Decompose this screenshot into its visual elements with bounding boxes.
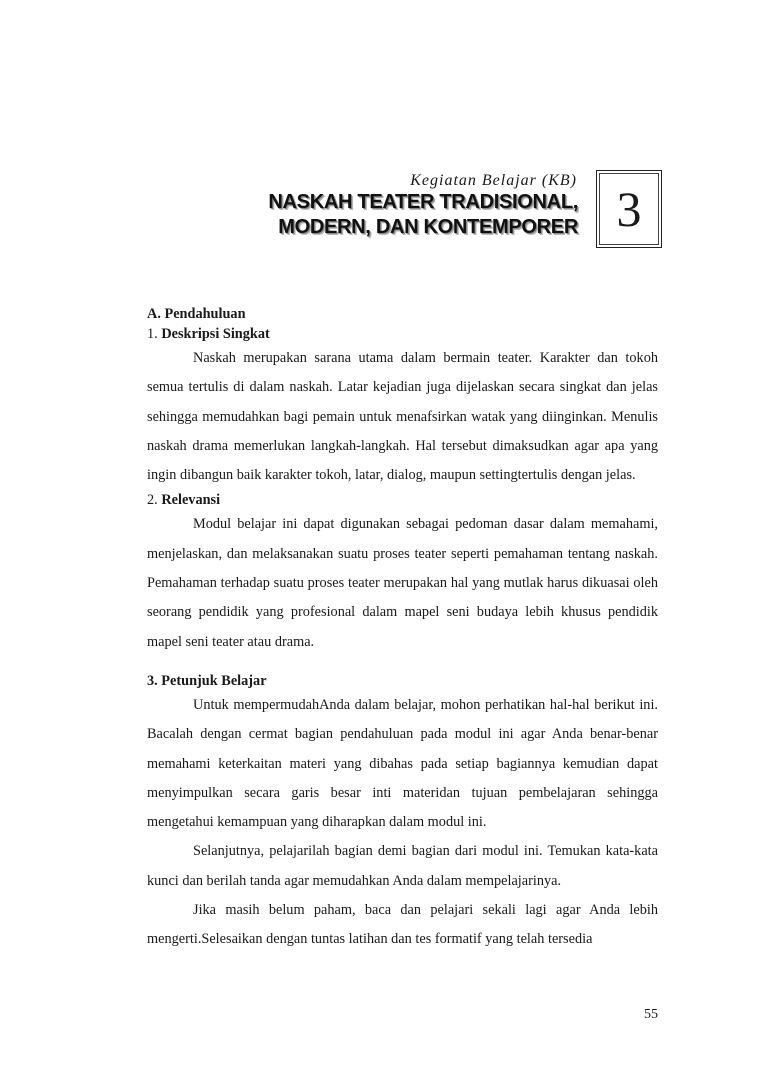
subheading-deskripsi-singkat [147,324,658,344]
paragraph-petunjuk-1: Untuk mempermudahAnda dalam belajar, mohon perhatikan hal-hal berikut ini. Bacalah dengan cermat bagian pendahuluan pada modul ini agar Anda benar-benar memahami keterkaitan materi yang dibahas pada setiap bagiannya kemudian dapat menyimpulkan secara garis besar inti materidan tujuan pembelajaran sehingga mengetahui kemampuan yang diharapkan dalam modul ini. [147,696,658,831]
document-body [147,304,658,955]
section-heading-pendahuluan: A. Pendahuluan [147,306,246,322]
chapter-title-line-1: NASKAH TEATER TRADISIONAL, [268,191,578,213]
subheading-relevansi [147,490,658,510]
chapter-title-line-2: MODERN, DAN KONTEMPORER [278,216,578,238]
subheading-petunjuk-belajar: 3. Petunjuk Belajar [147,672,267,689]
chapter-number: 3 [616,181,642,237]
paragraph-relevansi: Modul belajar ini dapat digunakan sebagai pedoman dasar dalam memahami, menjelaskan, dan melaksanakan suatu proses teater seperti pemahaman tentang naskah. Pemahaman terhadap suatu proses teater merupakan hal yang mutlak harus dikuasai oleh seorang pendidik yang profesional dalam mapel seni budaya lebih khusus pendidik mapel seni teater atau drama. [147,516,658,650]
subheading-label: Deskripsi Singkat [161,326,270,342]
chapter-title [220,190,578,240]
subheading-number: 2. [147,492,158,509]
paragraph-petunjuk-3: Jika masih belum paham, baca dan pelajari sekali lagi agar Anda lebih mengerti.Selesaikan dengan tuntas latihan dan tes formatif yang telah tersedia [147,902,658,948]
paragraph-deskripsi: Naskah merupakan sarana utama dalam bermain teater. Karakter dan tokoh semua tertulis di dalam naskah. Latar kejadian juga dijelaskan secara singkat dan jelas sehingga memudahkan bagi pemain untuk menafsirkan watak yang diinginkan. Menulis naskah drama memerlukan langkah-langkah. Hal tersebut dimaksudkan agar apa yang ingin dibangun baik karakter tokoh, latar, dialog, maupun settingtertulis dengan jelas. [147,350,658,484]
paragraph-petunjuk-2: Selanjutnya, pelajarilah bagian demi bagian dari modul ini. Temukan kata-kata kunci dan berilah tanda agar memudahkan Anda dalam mempelajarinya. [147,843,658,889]
kegiatan-belajar-label: Kegiatan Belajar (KB) [410,172,577,189]
page-number: 55 [644,1007,658,1022]
subheading-number: 1. [147,326,158,342]
subheading-label: Relevansi [161,492,221,509]
chapter-number-box [596,170,662,248]
